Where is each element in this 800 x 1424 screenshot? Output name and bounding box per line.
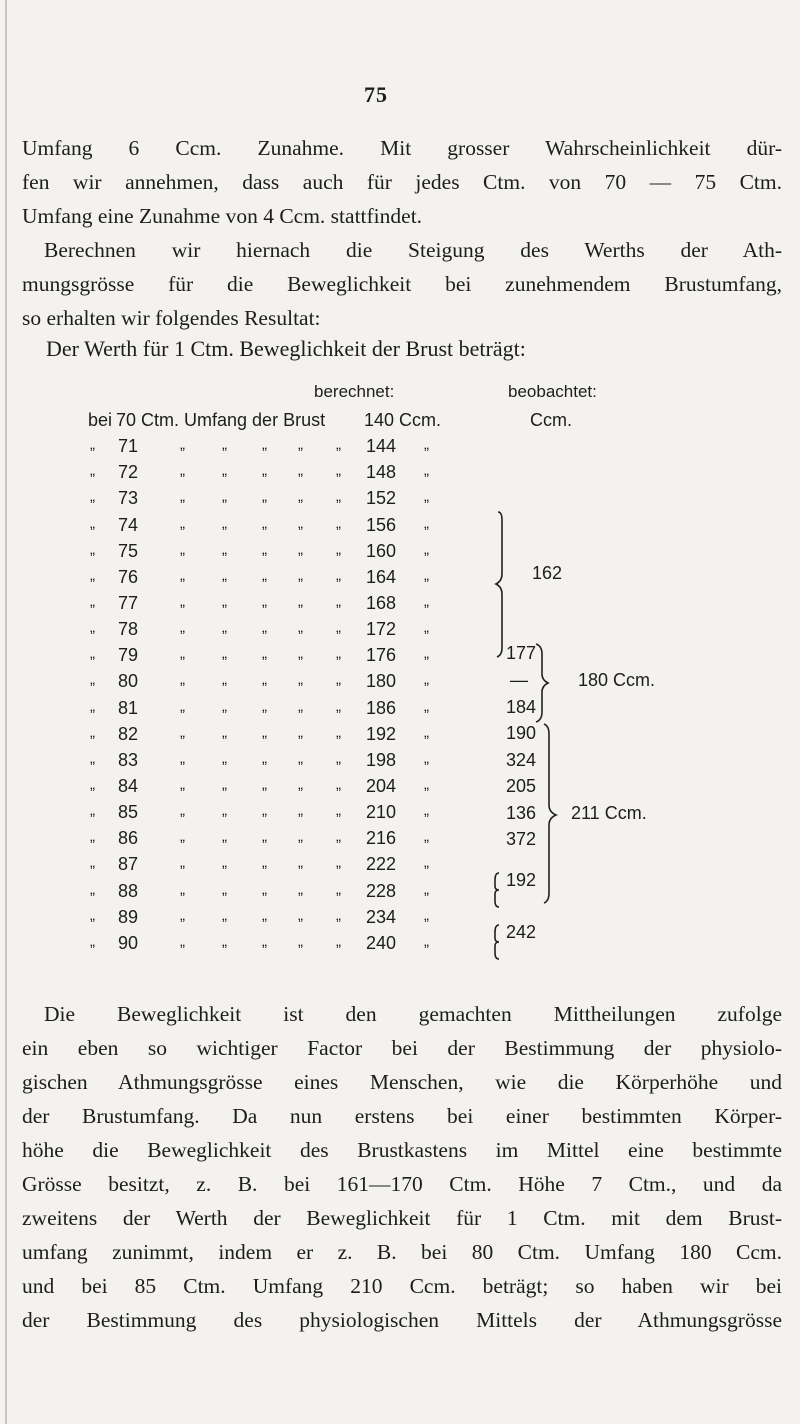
ditto-mark: „ [262, 619, 267, 636]
ditto-mark: „ [298, 514, 303, 532]
ditto-mark: „ [180, 566, 185, 584]
text-line: umfang zunimmt, indem er z. B. bei 80 Ctm. Umfang 180 Ccm. [22, 1240, 782, 1264]
ditto-mark: „ [336, 880, 341, 898]
ditto-mark: „ [180, 645, 185, 663]
ditto-mark: „ [222, 697, 227, 715]
ditto-mark: „ [90, 540, 95, 558]
umfang-value: 87 [118, 854, 139, 875]
ditto-mark: „ [262, 462, 267, 480]
calc-value: 240 [366, 932, 397, 953]
ditto-mark: „ [336, 828, 341, 846]
ditto-mark: „ [262, 880, 267, 898]
calc-value: 210 [366, 802, 397, 823]
ditto-mark: „ [336, 802, 341, 820]
brace-89-90 [495, 925, 499, 959]
umfang-value: 72 [118, 462, 139, 483]
ditto-mark: „ [298, 854, 303, 872]
ditto-mark: „ [180, 462, 185, 480]
ditto-mark: „ [424, 854, 429, 872]
ditto-mark: „ [222, 906, 227, 924]
ditto-mark: „ [424, 776, 429, 793]
obs-value-242: 242 [506, 922, 537, 942]
calc-value: 198 [366, 749, 397, 770]
umfang-value: 73 [118, 488, 139, 509]
text-line: Umfang eine Zunahme von 4 Ccm. stattfindet. [22, 204, 423, 228]
text-line: fen wir annehmen, dass auch für jedes Ctm. von 70 — 75 Ctm. [22, 170, 782, 194]
ditto-mark: „ [336, 514, 341, 532]
ditto-mark: „ [336, 619, 341, 636]
ditto-mark: „ [336, 749, 341, 767]
ditto-mark: „ [90, 566, 95, 584]
ditto-mark: „ [90, 776, 95, 793]
ditto-mark: „ [424, 540, 429, 558]
calc-value: 172 [366, 619, 397, 639]
ditto-mark: „ [90, 749, 95, 767]
brace-87-88 [495, 873, 499, 907]
ditto-mark: „ [180, 749, 185, 767]
page-number: 75 [364, 82, 388, 107]
text-line: Berechnen wir hiernach die Steigung des Werths der Ath- [44, 238, 782, 262]
ditto-mark: „ [298, 880, 303, 898]
ditto-mark: „ [180, 932, 185, 950]
ditto-mark: „ [262, 592, 267, 610]
ditto-mark: „ [336, 592, 341, 610]
brace-79-81 [536, 644, 548, 722]
text-line: ein eben so wichtiger Factor bei der Bestimmung der physiolo- [22, 1036, 782, 1060]
ditto-mark: „ [424, 906, 429, 924]
ditto-mark: „ [90, 880, 95, 898]
ditto-mark: „ [90, 514, 95, 532]
calc-value: 156 [366, 514, 397, 535]
obs-value-192: 192 [506, 870, 537, 890]
column-header-beobachtet: beobachtet: [508, 382, 597, 401]
ditto-mark: „ [262, 488, 267, 506]
text-line: Die Beweglichkeit ist den gemachten Mittheilungen zufolge [44, 1002, 782, 1026]
ditto-mark: „ [222, 802, 227, 820]
calc-value: 160 [366, 540, 397, 561]
ditto-mark: „ [298, 488, 303, 506]
obs-value-dash: — [510, 670, 528, 690]
ditto-mark: „ [336, 697, 341, 715]
ditto-mark: „ [222, 514, 227, 532]
ditto-mark: „ [222, 828, 227, 846]
text-line: gischen Athmungsgrösse eines Menschen, wie die Körperhöhe und [22, 1070, 782, 1094]
ditto-mark: „ [222, 723, 227, 741]
ditto-mark: „ [222, 566, 227, 584]
umfang-value: 84 [118, 776, 139, 796]
ditto-mark: „ [336, 566, 341, 584]
text-line: so erhalten wir folgendes Resultat: [22, 306, 321, 330]
ditto-mark: „ [336, 540, 341, 558]
ditto-mark: „ [90, 619, 95, 636]
ditto-mark: „ [298, 462, 303, 480]
ditto-mark: „ [262, 436, 267, 453]
ditto-mark: „ [336, 645, 341, 663]
ditto-mark: „ [180, 514, 185, 532]
ditto-mark: „ [336, 723, 341, 741]
ditto-mark: „ [262, 540, 267, 558]
ditto-mark: „ [90, 436, 95, 453]
obs-value-324: 324 [506, 750, 537, 770]
ditto-mark: „ [90, 462, 95, 480]
ditto-mark: „ [298, 645, 303, 663]
ditto-mark: „ [222, 488, 227, 506]
obs-mean-180: 180 Ccm. [578, 670, 656, 690]
ditto-mark: „ [262, 932, 267, 950]
ditto-mark: „ [262, 776, 267, 793]
ditto-mark: „ [262, 828, 267, 846]
ditto-mark: „ [298, 723, 303, 741]
ditto-mark: „ [180, 906, 185, 924]
text-line: der Bestimmung des physiologischen Mittels der Athmungsgrösse [22, 1308, 782, 1332]
calc-value: 204 [366, 776, 397, 796]
ditto-mark: „ [298, 540, 303, 558]
ditto-mark: „ [180, 828, 185, 846]
obs-value-136: 136 [506, 803, 537, 823]
text-line: Umfang 6 Ccm. Zunahme. Mit grosser Wahrscheinlichkeit dür- [22, 136, 782, 160]
ditto-mark: „ [222, 592, 227, 610]
ditto-mark: „ [180, 671, 185, 689]
ditto-mark: „ [424, 697, 429, 715]
ditto-mark: „ [180, 802, 185, 820]
ditto-mark: „ [90, 854, 95, 872]
ditto-mark: „ [90, 932, 95, 950]
ditto-mark: „ [424, 619, 429, 636]
umfang-value: 78 [118, 619, 139, 639]
text-line: der Brustumfang. Da nun erstens bei einer bestimmten Körper- [22, 1104, 782, 1128]
calc-value: 216 [366, 828, 397, 849]
ditto-mark: „ [90, 906, 95, 924]
ditto-mark: „ [262, 906, 267, 924]
umfang-value: 88 [118, 880, 139, 901]
text-line: zweitens der Werth der Beweglichkeit für 1 Ctm. mit dem Brust- [22, 1206, 782, 1230]
text-line: höhe die Beweglichkeit des Brustkastens im Mittel eine bestimmte [22, 1138, 782, 1162]
obs-mean-211: 211 Ccm. [571, 803, 647, 823]
ditto-mark: „ [262, 723, 267, 741]
ditto-mark: „ [298, 932, 303, 950]
ditto-mark: „ [222, 880, 227, 898]
ditto-mark: „ [90, 592, 95, 610]
ditto-mark: „ [424, 671, 429, 689]
umfang-value: 81 [118, 697, 139, 718]
ditto-mark: „ [180, 619, 185, 636]
ditto-mark: „ [424, 645, 429, 663]
ditto-mark: „ [180, 880, 185, 898]
ditto-mark: „ [90, 723, 95, 741]
ditto-mark: „ [262, 854, 267, 872]
calc-value: 222 [366, 854, 397, 875]
calc-value: 234 [366, 906, 397, 927]
obs-value-162: 162 [532, 563, 563, 583]
ditto-mark: „ [180, 723, 185, 741]
ditto-mark: „ [424, 514, 429, 532]
ditto-mark: „ [262, 802, 267, 820]
obs-value-372: 372 [506, 829, 537, 849]
ditto-mark: „ [222, 619, 227, 636]
ditto-mark: „ [90, 488, 95, 506]
ditto-mark: „ [222, 645, 227, 663]
calc-value: 144 [366, 436, 397, 456]
row-prefix: bei [88, 410, 113, 430]
ditto-mark: „ [90, 645, 95, 663]
ditto-mark: „ [90, 828, 95, 846]
umfang-value: 82 [118, 723, 139, 744]
ditto-mark: „ [262, 566, 267, 584]
umfang-value: 77 [118, 592, 139, 613]
ditto-mark: „ [424, 828, 429, 846]
ditto-mark: „ [298, 749, 303, 767]
text-line: mungsgrösse für die Beweglichkeit bei zunehmendem Brustumfang, [22, 272, 782, 296]
ditto-mark: „ [336, 776, 341, 793]
ditto-mark: „ [222, 540, 227, 558]
ditto-mark: „ [424, 802, 429, 820]
ditto-mark: „ [298, 828, 303, 846]
ditto-mark: „ [222, 932, 227, 950]
ditto-mark: „ [262, 645, 267, 663]
ditto-mark: „ [424, 880, 429, 898]
obs-value-205: 205 [506, 776, 537, 796]
ditto-mark: „ [262, 671, 267, 689]
ditto-mark: „ [262, 697, 267, 715]
calc-value: 148 [366, 462, 397, 483]
umfang-value: 71 [118, 436, 139, 456]
calc-value: 152 [366, 488, 397, 509]
ditto-mark: „ [180, 776, 185, 793]
ditto-mark: „ [336, 671, 341, 689]
ditto-mark: „ [298, 592, 303, 610]
calc-value: 192 [366, 723, 397, 744]
ditto-mark: „ [424, 592, 429, 610]
umfang-value: 85 [118, 802, 139, 823]
ditto-mark: „ [180, 592, 185, 610]
umfang-value: 74 [118, 514, 139, 535]
umfang-value: 90 [118, 932, 139, 953]
table-heading: Der Werth für 1 Ctm. Beweglichkeit der Brust beträgt: [46, 336, 526, 361]
ditto-mark: „ [298, 566, 303, 584]
ditto-mark: „ [336, 932, 341, 950]
ditto-mark: „ [424, 932, 429, 950]
obs-value-177: 177 [506, 643, 537, 663]
column-header-berechnet: berechnet: [314, 382, 395, 401]
ditto-mark: „ [180, 436, 185, 453]
umfang-value: 86 [118, 828, 139, 849]
umfang-value: 89 [118, 906, 139, 927]
ditto-mark: „ [298, 906, 303, 924]
ditto-mark: „ [298, 619, 303, 636]
ditto-mark: „ [298, 802, 303, 820]
umfang-value: 80 [118, 671, 139, 692]
paragraph-bottom [22, 997, 782, 1337]
ditto-mark: „ [222, 776, 227, 793]
text-line: Grösse besitzt, z. B. bei 161—170 Ctm. Höhe 7 Ctm., und da [22, 1172, 782, 1196]
ditto-mark: „ [298, 671, 303, 689]
ditto-mark: „ [90, 697, 95, 715]
ditto-mark: „ [336, 488, 341, 506]
ditto-mark: „ [222, 749, 227, 767]
obs-value-190: 190 [506, 723, 537, 743]
ditto-mark: „ [180, 488, 185, 506]
ditto-mark: „ [262, 749, 267, 767]
umfang-value: 79 [118, 645, 139, 666]
ditto-mark: „ [424, 723, 429, 741]
ditto-mark: „ [424, 566, 429, 584]
ditto-mark: „ [298, 776, 303, 793]
umfang-value: 76 [118, 566, 139, 587]
ditto-mark: „ [424, 436, 429, 453]
ditto-mark: „ [90, 802, 95, 820]
ditto-mark: „ [222, 854, 227, 872]
ditto-mark: „ [424, 462, 429, 480]
ditto-mark: „ [180, 854, 185, 872]
row-label: 70 Ctm. Umfang der Brust [116, 410, 326, 430]
ditto-mark: „ [298, 436, 303, 453]
ditto-mark: „ [336, 854, 341, 872]
calc-value: 186 [366, 697, 397, 718]
ditto-mark: „ [222, 462, 227, 480]
row-calc: 140 Ccm. [364, 410, 442, 430]
calc-value: 168 [366, 592, 397, 613]
ditto-mark: „ [336, 462, 341, 480]
ditto-mark: „ [90, 671, 95, 689]
ditto-mark: „ [180, 540, 185, 558]
ditto-mark: „ [298, 697, 303, 715]
obs-value-184: 184 [506, 697, 537, 717]
brace-73-78 [496, 512, 502, 657]
calc-value: 180 [366, 671, 397, 692]
umfang-value: 75 [118, 540, 139, 561]
brace-82-88 [544, 724, 556, 903]
ditto-mark: „ [180, 697, 185, 715]
calc-value: 176 [366, 645, 397, 666]
ditto-mark: „ [222, 671, 227, 689]
calc-value: 164 [366, 566, 397, 587]
ditto-mark: „ [424, 488, 429, 506]
umfang-value: 83 [118, 749, 139, 770]
row-obs-unit: Ccm. [530, 410, 572, 430]
ditto-mark: „ [262, 514, 267, 532]
ditto-mark: „ [336, 436, 341, 453]
ditto-mark: „ [336, 906, 341, 924]
text-line: und bei 85 Ctm. Umfang 210 Ccm. beträgt; so haben wir bei [22, 1274, 782, 1298]
ditto-mark: „ [424, 749, 429, 767]
ditto-mark: „ [222, 436, 227, 453]
calc-value: 228 [366, 880, 397, 901]
